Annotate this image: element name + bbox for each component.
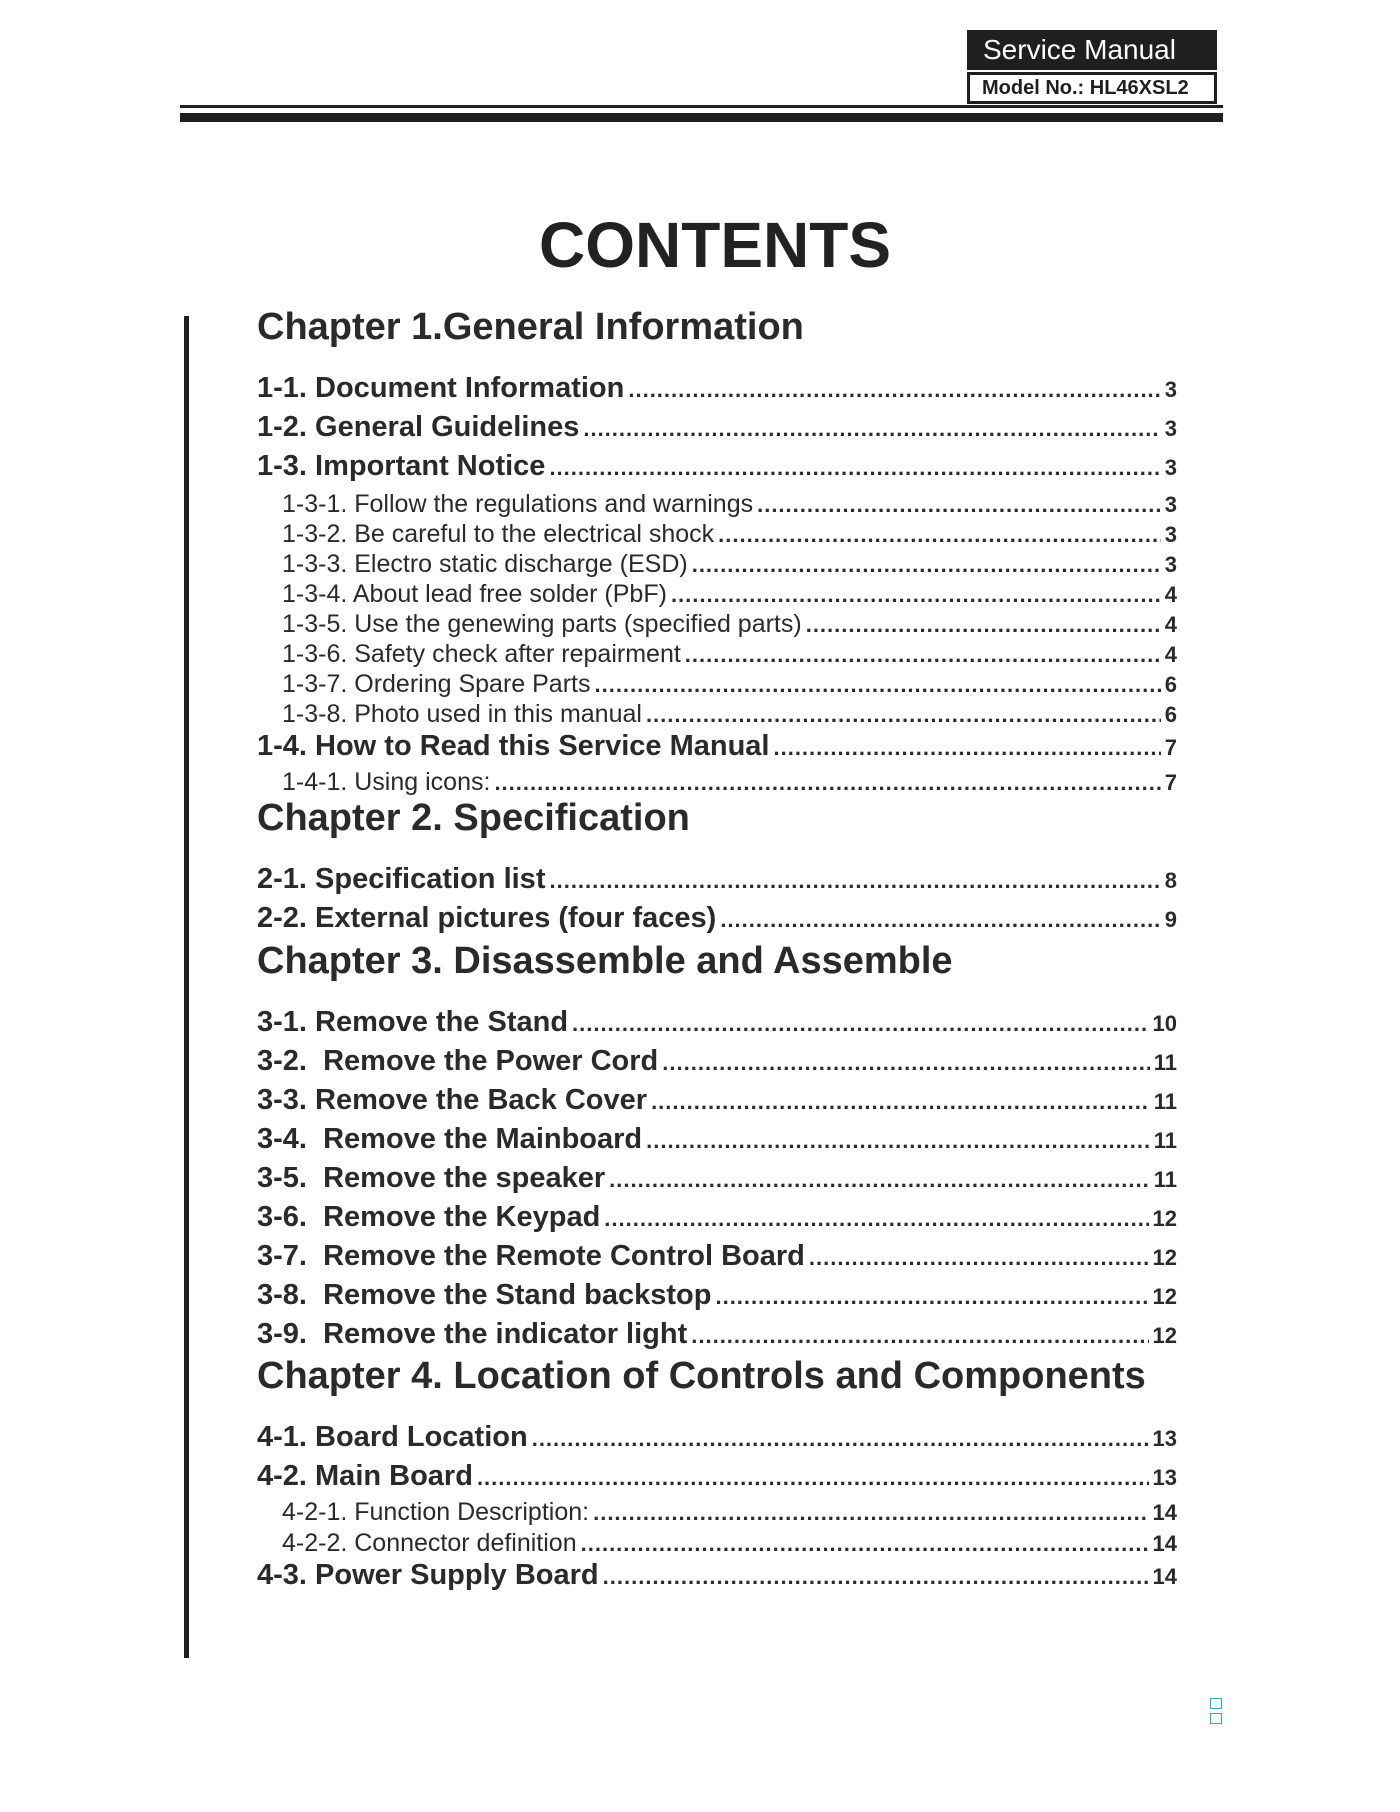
toc-dot-leader: [646, 1128, 1150, 1154]
toc-dot-leader: [806, 612, 1161, 638]
toc-entry-page: 3: [1164, 552, 1177, 577]
toc-dot-leader: [609, 1167, 1150, 1193]
toc-dot-leader: [532, 1426, 1149, 1452]
toc-entry-label: 1-3-8. Photo used in this manual: [282, 700, 642, 728]
toc-entry[interactable]: [282, 580, 1177, 609]
toc-entry-page: 12: [1152, 1284, 1177, 1309]
toc-entry[interactable]: [257, 372, 1177, 405]
toc-entry[interactable]: [257, 1318, 1177, 1351]
toc-entry-label: 1-3-2. Be careful to the electrical shock: [282, 520, 715, 548]
toc-entry-page: 11: [1153, 1167, 1177, 1192]
toc-entry-page: 11: [1153, 1089, 1177, 1114]
toc-entry[interactable]: [257, 863, 1177, 896]
toc-dot-leader: [549, 868, 1160, 894]
toc-dot-leader: [549, 455, 1160, 481]
toc-entry-page: 11: [1153, 1050, 1177, 1075]
toc-entry-label: 4-2-2. Connector definition: [282, 1529, 577, 1557]
chapter-2-heading: Chapter 2. Specification: [257, 797, 690, 839]
toc-entry[interactable]: [257, 1123, 1177, 1156]
toc-dot-leader: [572, 1011, 1148, 1037]
toc-entry-label: 1-2. General Guidelines: [257, 411, 580, 443]
toc-entry-page: 3: [1164, 522, 1177, 547]
toc-entry-label: 3-9. Remove the indicator light: [257, 1318, 688, 1350]
toc-entry-page: 6: [1164, 672, 1177, 697]
toc-entry-page: 8: [1164, 868, 1177, 893]
toc-entry-label: 1-3. Important Notice: [257, 450, 546, 482]
toc-entry-page: 9: [1164, 907, 1177, 932]
toc-entry-label: 3-5. Remove the speaker: [257, 1162, 606, 1194]
toc-entry-label: 1-3-5. Use the genewing parts (specified parts): [282, 610, 802, 638]
toc-dot-leader: [583, 416, 1160, 442]
toc-entry[interactable]: [282, 520, 1177, 549]
toc-entry-page: 4: [1164, 582, 1177, 607]
toc-entry-label: 4-2. Main Board: [257, 1460, 473, 1492]
toc-dot-leader: [685, 642, 1161, 668]
toc-dot-leader: [715, 1284, 1148, 1310]
toc-entry-label: 4-3. Power Supply Board: [257, 1559, 599, 1591]
toc-dot-leader: [494, 770, 1160, 796]
toc-entry-label: 2-1. Specification list: [257, 863, 546, 895]
toc-dot-leader: [809, 1245, 1149, 1271]
toc-dot-leader: [651, 1089, 1150, 1115]
toc-entry[interactable]: [282, 490, 1177, 519]
toc-entry-label: 3-4. Remove the Mainboard: [257, 1123, 643, 1155]
toc-entry-page: 13: [1152, 1465, 1177, 1490]
toc-entry-label: 3-3. Remove the Back Cover: [257, 1084, 648, 1116]
chapter-4-heading: Chapter 4. Location of Controls and Components: [257, 1355, 1146, 1397]
toc-dot-leader: [628, 377, 1160, 403]
service-manual-title: Service Manual: [967, 30, 1217, 70]
toc-dot-leader: [662, 1050, 1149, 1076]
toc-dot-leader: [593, 1500, 1148, 1526]
toc-entry[interactable]: [282, 700, 1177, 729]
toc-dot-leader: [603, 1564, 1149, 1590]
chapter-3-heading: Chapter 3. Disassemble and Assemble: [257, 940, 953, 982]
toc-entry-page: 10: [1152, 1011, 1177, 1036]
toc-entry-page: 14: [1152, 1500, 1177, 1525]
toc-entry-page: 12: [1152, 1323, 1177, 1348]
toc-entry[interactable]: [282, 768, 1177, 797]
toc-entry-label: 3-8. Remove the Stand backstop: [257, 1279, 712, 1311]
toc-entry[interactable]: [282, 1498, 1177, 1527]
toc-entry-page: 12: [1152, 1245, 1177, 1270]
model-number: Model No.: HL46XSL2: [967, 72, 1217, 104]
toc-entry-page: 4: [1164, 642, 1177, 667]
page-corner-icon: [1210, 1698, 1222, 1724]
toc-entry-label: 3-6. Remove the Keypad: [257, 1201, 601, 1233]
toc-entry-label: 2-2. External pictures (four faces): [257, 902, 717, 934]
toc-entry[interactable]: [282, 1529, 1177, 1558]
toc-entry-page: 11: [1153, 1128, 1177, 1153]
toc-entry-label: 1-3-1. Follow the regulations and warnings: [282, 490, 754, 518]
toc-dot-leader: [671, 582, 1161, 608]
toc-entry[interactable]: [257, 730, 1177, 763]
toc-entry-label: 1-4-1. Using icons:: [282, 768, 491, 796]
toc-entry-page: 12: [1152, 1206, 1177, 1231]
toc-entry-label: 1-3-6. Safety check after repairment: [282, 640, 681, 668]
toc-entry[interactable]: [282, 640, 1177, 669]
toc-entry[interactable]: [282, 670, 1177, 699]
toc-entry[interactable]: [257, 1421, 1177, 1454]
toc-entry-label: 1-3-4. About lead free solder (PbF): [282, 580, 667, 608]
toc-entry[interactable]: [257, 450, 1177, 483]
toc-entry-label: 1-1. Document Information: [257, 372, 625, 404]
toc-entry-page: 7: [1164, 735, 1177, 760]
toc-dot-leader: [692, 552, 1161, 578]
toc-dot-leader: [691, 1323, 1148, 1349]
toc-dot-leader: [594, 672, 1160, 698]
toc-entry[interactable]: [257, 1240, 1177, 1273]
toc-entry-label: 4-2-1. Function Description:: [282, 1498, 590, 1526]
toc-dot-leader: [773, 735, 1160, 761]
toc-dot-leader: [720, 907, 1160, 933]
toc-entry-label: 3-7. Remove the Remote Control Board: [257, 1240, 805, 1272]
toc-entry-page: 4: [1164, 612, 1177, 637]
toc-entry-page: 3: [1164, 377, 1177, 402]
toc-dot-leader: [718, 522, 1161, 548]
toc-entry[interactable]: [257, 1006, 1177, 1039]
toc-entry[interactable]: [257, 1559, 1177, 1592]
toc-entry-page: 3: [1164, 455, 1177, 480]
toc-entry[interactable]: [257, 902, 1177, 935]
toc-entry-label: 3-1. Remove the Stand: [257, 1006, 569, 1038]
toc-entry-page: 3: [1164, 416, 1177, 441]
toc-entry-label: 4-1. Board Location: [257, 1421, 528, 1453]
toc-entry-label: 1-4. How to Read this Service Manual: [257, 730, 770, 762]
toc-entry[interactable]: [282, 550, 1177, 579]
toc-entry[interactable]: [257, 411, 1177, 444]
toc-entry[interactable]: [282, 610, 1177, 639]
toc-entry-label: 3-2. Remove the Power Cord: [257, 1045, 659, 1077]
toc-entry-label: 1-3-7. Ordering Spare Parts: [282, 670, 591, 698]
toc-entry-page: 3: [1164, 492, 1177, 517]
toc-dot-leader: [646, 702, 1161, 728]
toc-dot-leader: [757, 492, 1161, 518]
toc-entry-label: 1-3-3. Electro static discharge (ESD): [282, 550, 688, 578]
toc-entry[interactable]: [257, 1162, 1177, 1195]
page-title: CONTENTS: [539, 209, 891, 281]
toc-entry-page: 13: [1152, 1426, 1177, 1451]
toc-entry-page: 6: [1164, 702, 1177, 727]
toc-entry[interactable]: [257, 1084, 1177, 1117]
toc-dot-leader: [604, 1206, 1148, 1232]
toc-entry[interactable]: [257, 1045, 1177, 1078]
chapter-1-heading: Chapter 1.General Information: [257, 306, 804, 348]
toc-entry-page: 14: [1152, 1531, 1177, 1556]
toc-entry[interactable]: [257, 1201, 1177, 1234]
toc-dot-leader: [477, 1465, 1149, 1491]
toc-dot-leader: [581, 1531, 1149, 1557]
toc-entry[interactable]: [257, 1279, 1177, 1312]
toc-entry-page: 7: [1164, 770, 1177, 795]
toc-entry-page: 14: [1152, 1564, 1177, 1589]
toc-entry[interactable]: [257, 1460, 1177, 1493]
